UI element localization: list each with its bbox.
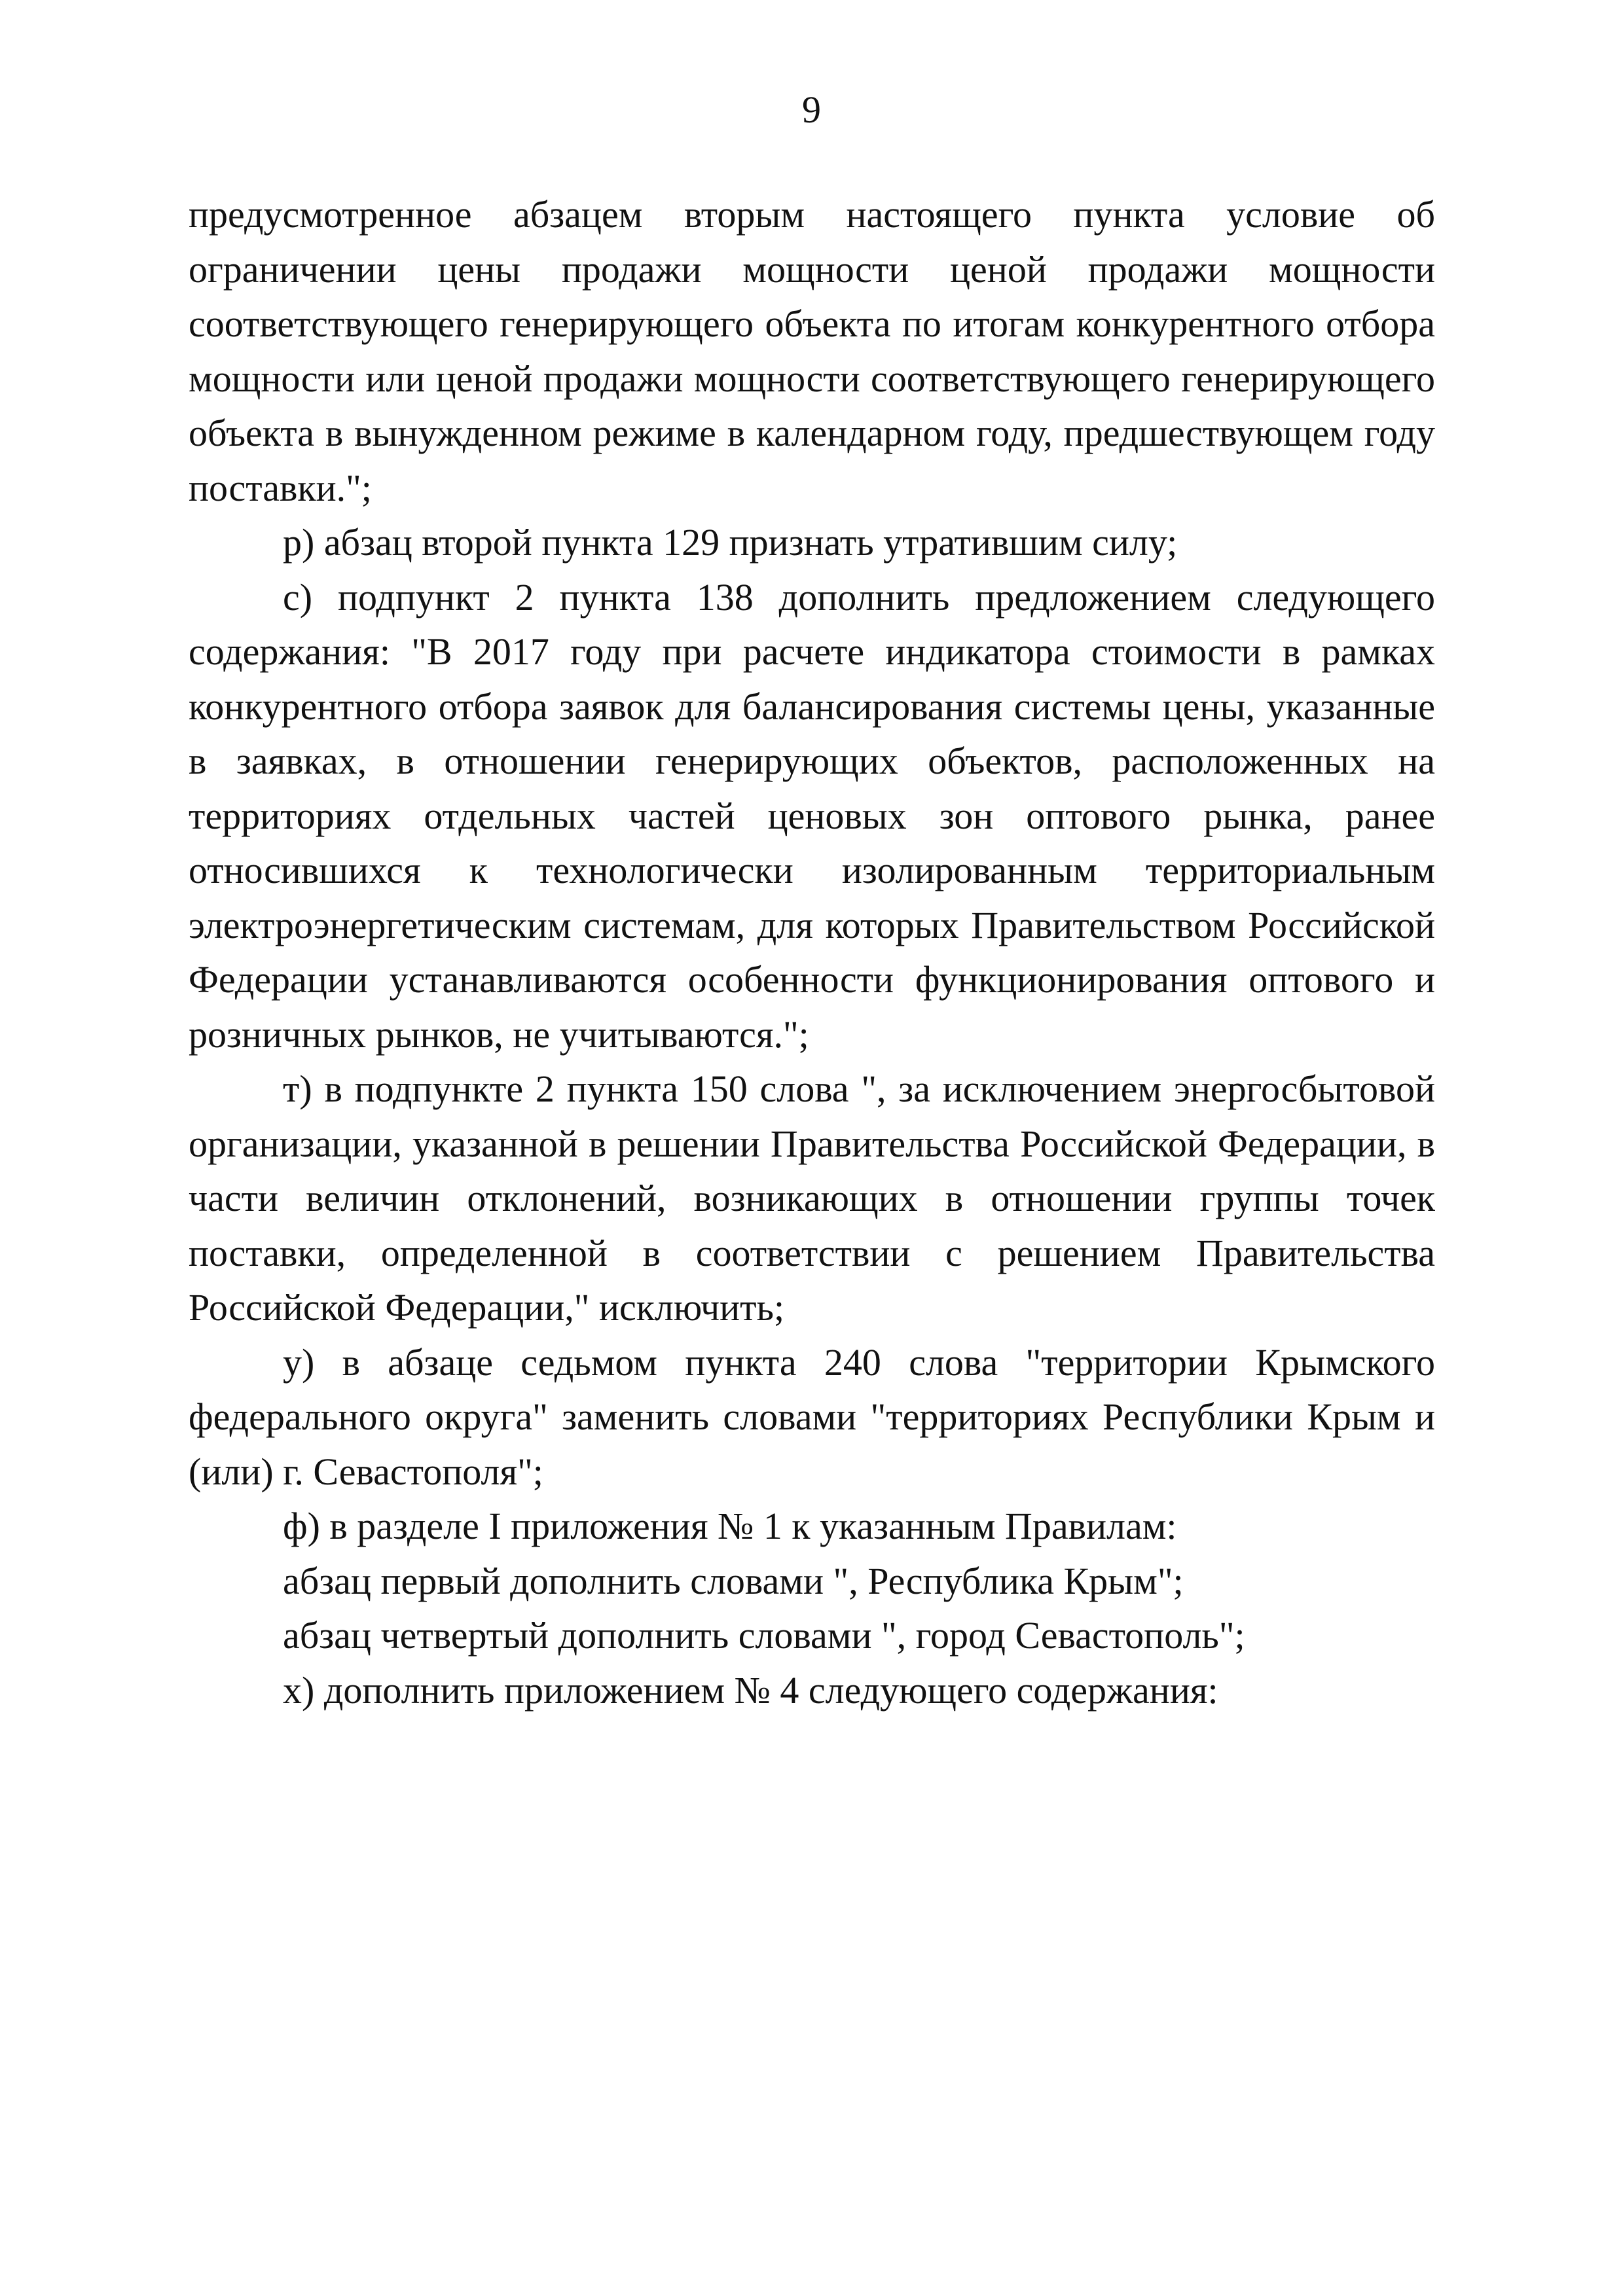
paragraph-item-f-first-abzac: абзац первый дополнить словами ", Республика Крым"; bbox=[283, 1559, 1184, 1602]
paragraph-item-kh: х) дополнить приложением № 4 следующего содержания: bbox=[283, 1668, 1218, 1712]
paragraph-continuation: предусмотренное абзацем вторым настоящего пункта условие об ограничении цены продажи мощности ценой продажи мощности соответствующего генерирующего объекта по итогам конкурентного отбора мощности или ценой продажи мощности соответствующего генерирующего объекта в вынужденном режиме в календарном году, предшествующем году поставки."; bbox=[189, 193, 1435, 509]
paragraph-item-s: с) подпункт 2 пункта 138 дополнить предложением следующего содержания: "В 2017 году при расчете индикатора стоимости в рамках конкурентного отбора заявок для балансирования системы цены, указанные в заявках, в отношении генерирующих объектов, расположенных на территориях отдельных частей ценовых зон оптового рынка, ранее относившихся к технологически изолированным территориальным электроэнергетическим системам, для которых Правительством Российской Федерации устанавливаются особенности функционирования оптового и розничных рынков, не учитываются."; bbox=[189, 575, 1435, 1056]
paragraph-item-t: т) в подпункте 2 пункта 150 слова ", за исключением энергосбытовой организации, указанной в решении Правительства Российской Федерации, в части величин отклонений, возникающих в отношении группы точек поставки, определенной в соответствии с решением Правительства Российской Федерации," исключить; bbox=[189, 1067, 1435, 1329]
paragraph-item-f: ф) в разделе I приложения № 1 к указанным Правилам: bbox=[283, 1505, 1177, 1547]
paragraph-item-u: у) в абзаце седьмом пункта 240 слова "территории Крымского федерального округа" заменить словами "территориях Республики Крым и (или) г. Севастополя"; bbox=[189, 1340, 1435, 1493]
page-number: 9 bbox=[802, 88, 821, 131]
paragraph-item-f-fourth-abzac: абзац четвертый дополнить словами ", город Севастополь"; bbox=[283, 1614, 1245, 1657]
paragraph-item-r: р) абзац второй пункта 129 признать утратившим силу; bbox=[283, 521, 1178, 564]
document-body bbox=[189, 187, 1435, 1717]
